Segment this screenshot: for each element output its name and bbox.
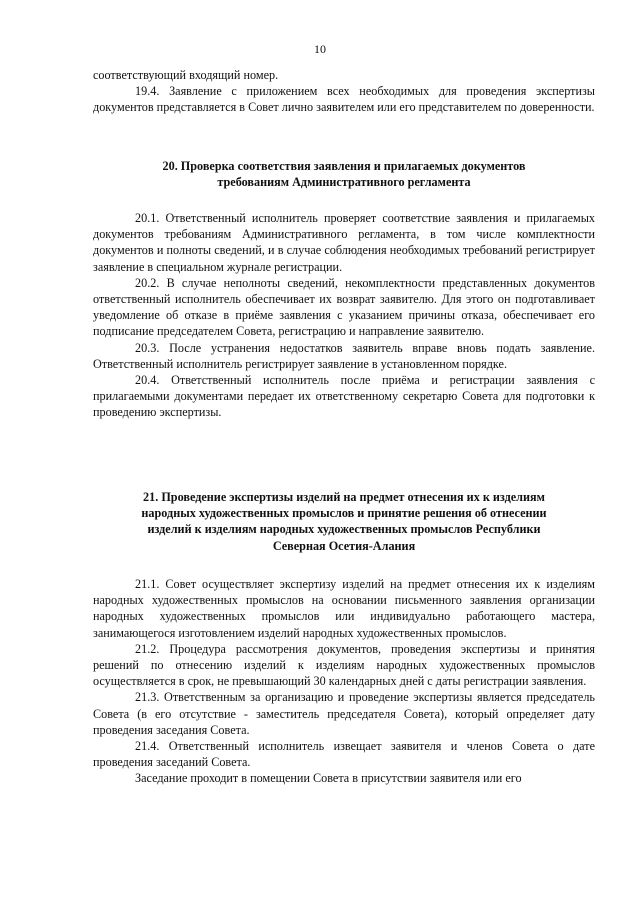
section-20-heading-line-2: требованиям Административного регламента (217, 175, 471, 190)
paragraph-continuation: соответствующий входящий номер. (93, 68, 279, 82)
section-20-heading (93, 158, 595, 190)
paragraph-21-1: 21.1. Совет осуществляет экспертизу изделий на предмет отнесения их к изделиям народных художественных промыслов на основании письменного заявления организации народных художественных промыслов или индивидуально работающего мастера, занимающегося изготовлением изделий народных художественных промыслов. (93, 577, 595, 640)
intro-block (93, 67, 595, 116)
section-21-heading-line-2: народных художественных промыслов и принятие решения об отнесении (141, 506, 547, 521)
paragraph-21-3: 21.3. Ответственным за организацию и проведение экспертизы является председатель Совета (в его отсутствие - заместитель председателя Совета), который определяет дату проведения заседания Совета. (93, 690, 595, 737)
section-21-heading-line-1: 21. Проведение экспертизы изделий на предмет отнесения их к изделиям (143, 490, 545, 504)
section-21-heading (93, 489, 595, 554)
section-21-heading-line-3: изделий к изделиям народных художественных промыслов Республики (147, 522, 541, 537)
paragraph-21-4: 21.4. Ответственный исполнитель извещает заявителя и членов Совета о дате проведения заседаний Совета. (93, 739, 595, 770)
paragraph-20-4: 20.4. Ответственный исполнитель после приёма и регистрации заявления с прилагаемыми документами передает их ответственному секретарю Совета для подготовки к проведению экспертизы. (93, 373, 595, 420)
paragraph-21-5: Заседание проходит в помещении Совета в присутствии заявителя или его (135, 771, 522, 786)
section-20-heading-line-1: 20. Проверка соответствия заявления и прилагаемых документов (162, 159, 526, 173)
section-20-body (93, 210, 595, 421)
paragraph-20-2: 20.2. В случае неполноты сведений, некомплектности представленных документов ответственный исполнитель обеспечивает их возврат заявителю. Для этого он подготавливает уведомление об отказе в приёме заявления с указанием причины отказа, обеспечивает его подписание председателем Совета, регистрацию и направление заявителю. (93, 275, 595, 339)
section-21-heading-line-4: Северная Осетия-Алания (272, 538, 416, 553)
paragraph-21-2: 21.2. Процедура рассмотрения документов, проведения экспертизы и принятия решений по отнесению изделий к изделиям народных художественных промыслов осуществляется в срок, не превышающий 30 календарных дней с даты регистрации заявления. (93, 641, 595, 689)
paragraph-20-1: 20.1. Ответственный исполнитель проверяет соответствие заявления и прилагаемых документов требованиям Административного регламента, в том числе комплектности документов и полноты сведений, и в случае соблюдения необходимых требований регистрирует заявление в специальном журнале регистрации. (93, 211, 595, 274)
paragraph-20-3: 20.3. После устранения недостатков заявитель вправе вновь подать заявление. Ответственный исполнитель регистрирует заявление в установленном порядке. (93, 340, 595, 371)
page-number: 10 (314, 42, 326, 56)
section-21-body (93, 576, 595, 787)
paragraph-19-4: 19.4. Заявление с приложением всех необходимых для проведения экспертизы документов представляется в Совет лично заявителем или его представителем по доверенности. (93, 84, 595, 115)
